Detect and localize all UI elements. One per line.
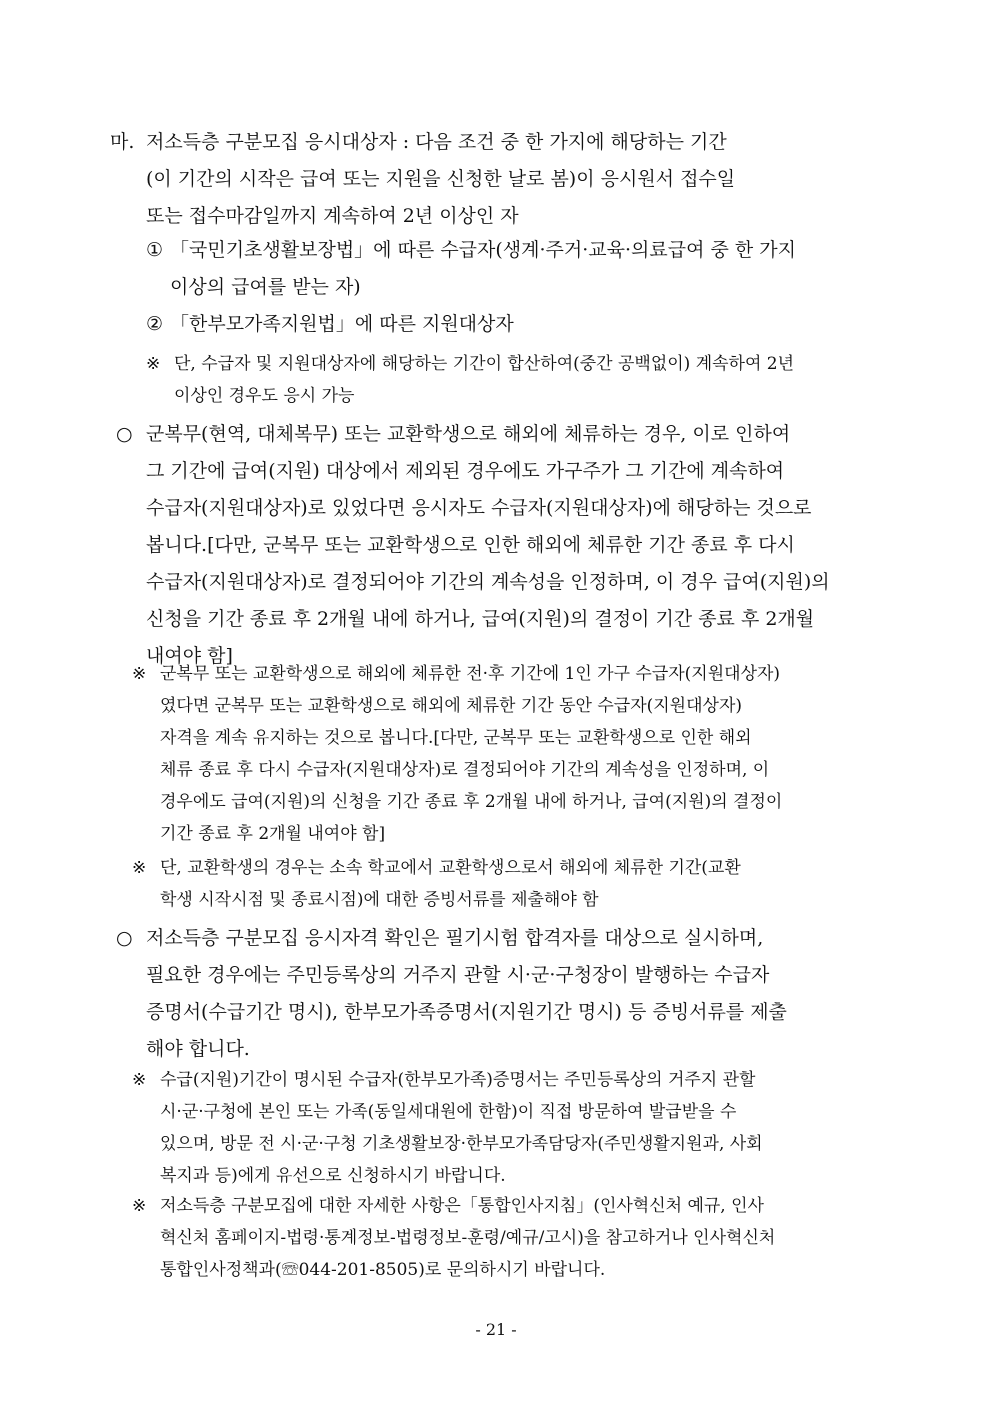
note-marker: ※ bbox=[132, 858, 147, 878]
note-marker: ※ bbox=[132, 664, 147, 684]
text-line: 수급자(지원대상자)로 있었다면 응시자도 수급자(지원대상자)에 해당하는 것으로 bbox=[146, 497, 812, 519]
text-line: 체류 종료 후 다시 수급자(지원대상자)로 결정되어야 기간의 계속성을 인정하며, 이 bbox=[160, 760, 770, 780]
text-line: 시·군·구청에 본인 또는 가족(동일세대원에 한함)이 직접 방문하여 발급받을 수 bbox=[160, 1102, 737, 1122]
text-line: 해야 합니다. bbox=[146, 1038, 250, 1060]
text-line: 이상인 경우도 응시 가능 bbox=[174, 386, 355, 406]
text-line: 저소득층 구분모집 응시대상자 : 다음 조건 중 한 가지에 해당하는 기간 bbox=[146, 131, 727, 153]
text-line: 군복무 또는 교환학생으로 해외에 체류한 전·후 기간에 1인 가구 수급자(지원대상자) bbox=[160, 664, 781, 684]
page-number: - 21 - bbox=[475, 1320, 517, 1339]
item-marker: ② bbox=[146, 313, 164, 335]
circle-bullet-icon: ○ bbox=[116, 927, 133, 949]
text-line: 「한부모가족지원법」에 따른 지원대상자 bbox=[170, 313, 514, 335]
text-line: 그 기간에 급여(지원) 대상에서 제외된 경우에도 가구주가 그 기간에 계속하여 bbox=[146, 460, 785, 482]
text-line: 「국민기초생활보장법」에 따른 수급자(생계·주거·교육·의료급여 중 한 가지 bbox=[170, 239, 796, 261]
text-line: (이 기간의 시작은 급여 또는 지원을 신청한 날로 봄)이 응시원서 접수일 bbox=[146, 168, 736, 190]
text-line: 또는 접수마감일까지 계속하여 2년 이상인 자 bbox=[146, 205, 519, 227]
note-marker: ※ bbox=[146, 354, 161, 374]
text-line: 군복무(현역, 대체복무) 또는 교환학생으로 해외에 체류하는 경우, 이로 인하여 bbox=[146, 423, 791, 445]
text-line: 내여야 함] bbox=[146, 645, 233, 667]
text-line: 단, 수급자 및 지원대상자에 해당하는 기간이 합산하여(중간 공백없이) 계속하여 2년 bbox=[174, 354, 795, 374]
text-line: 자격을 계속 유지하는 것으로 봅니다.[다만, 군복무 또는 교환학생으로 인한 해외 bbox=[160, 728, 752, 748]
text-line: 기간 종료 후 2개월 내여야 함] bbox=[160, 824, 386, 844]
text-line: 이상의 급여를 받는 자) bbox=[170, 276, 361, 298]
note-marker: ※ bbox=[132, 1070, 147, 1090]
text-line: 저소득층 구분모집 응시자격 확인은 필기시험 합격자를 대상으로 실시하며, bbox=[146, 927, 764, 949]
text-line: 필요한 경우에는 주민등록상의 거주지 관할 시·군·구청장이 발행하는 수급자 bbox=[146, 964, 770, 986]
section-marker: 마. bbox=[110, 131, 135, 153]
text-line: 증명서(수급기간 명시), 한부모가족증명서(지원기간 명시) 등 증빙서류를 제출 bbox=[146, 1001, 787, 1023]
text-line: 수급(지원)기간이 명시된 수급자(한부모가족)증명서는 주민등록상의 거주지 관할 bbox=[160, 1070, 756, 1090]
text-line: 복지과 등)에게 유선으로 신청하시기 바랍니다. bbox=[160, 1166, 506, 1186]
text-line: 저소득층 구분모집에 대한 자세한 사항은「통합인사지침」(인사혁신처 예규, 인사 bbox=[160, 1196, 764, 1216]
text-line: 통합인사정책과(☏044-201-8505)로 문의하시기 바랍니다. bbox=[160, 1260, 606, 1280]
text-line: 수급자(지원대상자)로 결정되어야 기간의 계속성을 인정하며, 이 경우 급여(지원)의 bbox=[146, 571, 830, 593]
text-line: 신청을 기간 종료 후 2개월 내에 하거나, 급여(지원)의 결정이 기간 종료 후 2개월 bbox=[146, 608, 815, 630]
text-line: 였다면 군복무 또는 교환학생으로 해외에 체류한 기간 동안 수급자(지원대상자) bbox=[160, 696, 742, 716]
circle-bullet-icon: ○ bbox=[116, 423, 133, 445]
text-line: 단, 교환학생의 경우는 소속 학교에서 교환학생으로서 해외에 체류한 기간(교환 bbox=[160, 858, 741, 878]
text-line: 학생 시작시점 및 종료시점)에 대한 증빙서류를 제출해야 함 bbox=[160, 890, 599, 910]
text-line: 있으며, 방문 전 시·군·구청 기초생활보장·한부모가족담당자(주민생활지원과, 사회 bbox=[160, 1134, 763, 1154]
item-marker: ① bbox=[146, 239, 164, 261]
text-line: 봅니다.[다만, 군복무 또는 교환학생으로 인한 해외에 체류한 기간 종료 후 다시 bbox=[146, 534, 795, 556]
text-line: 경우에도 급여(지원)의 신청을 기간 종료 후 2개월 내에 하거나, 급여(지원)의 결정이 bbox=[160, 792, 783, 812]
note-marker: ※ bbox=[132, 1196, 147, 1216]
text-line: 혁신처 홈페이지-법령·통계정보-법령정보-훈령/예규/고시)을 참고하거나 인사혁신처 bbox=[160, 1228, 776, 1248]
